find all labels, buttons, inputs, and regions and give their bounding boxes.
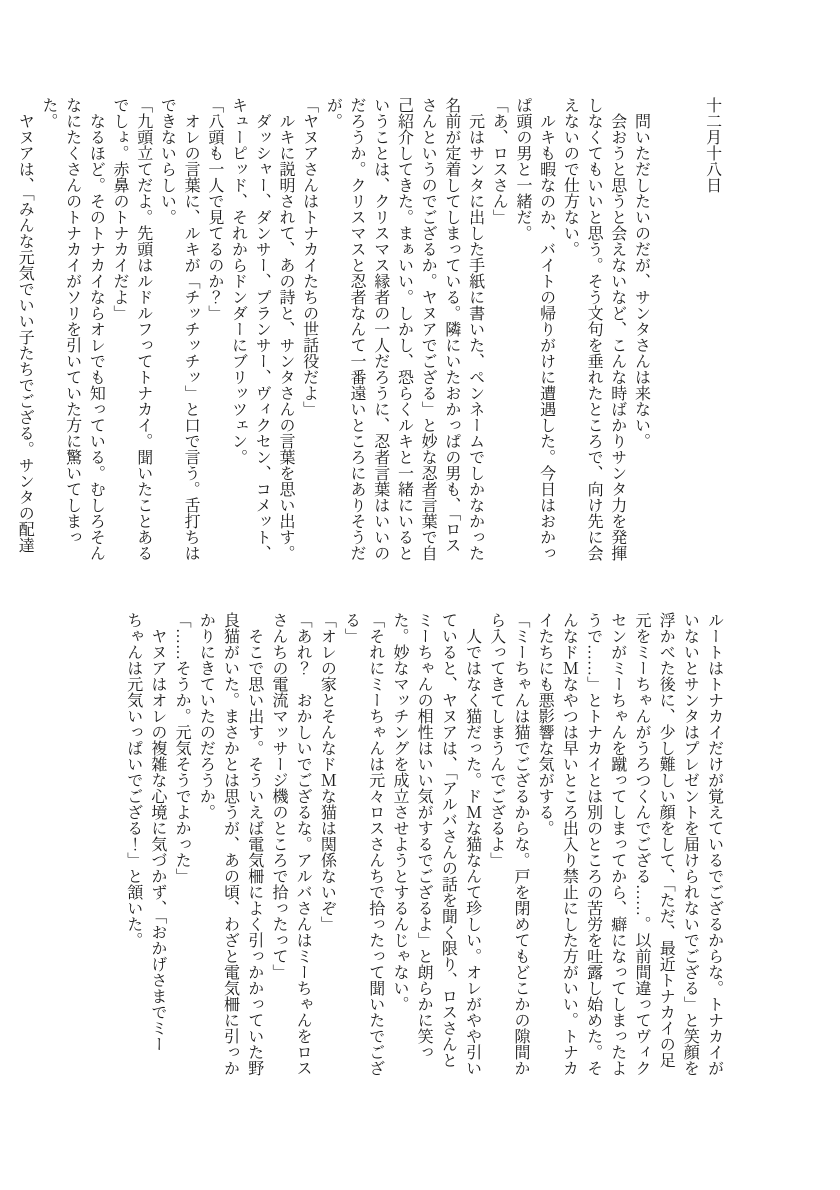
bottom-text-block (72, 612, 774, 1084)
text-column: た。妙なマッチングを成立させようとするんじゃない。 (390, 612, 408, 1012)
text-column: た。 (39, 97, 57, 129)
text-column: ら入ってきてしまうんでござるよ」 (487, 612, 505, 868)
text-column: 己紹介してきた。まぁいい。しかし、恐らくルキと一緒にいると (395, 97, 413, 561)
text-column: 「オレの家とそんなドＭな猫は関係ないぞ」 (318, 612, 336, 932)
text-column: 「ヤヌアさんはトナカイたちの世話役だよ」 (300, 97, 318, 417)
text-column: 「九頭立てだよ。先頭はルドルフってトナカイ。聞いたことある (134, 97, 152, 561)
text-column: えないので仕方ない。 (561, 97, 579, 257)
text-column: なるほど。そのトナカイならオレでも知っている。むしろそん (87, 97, 105, 561)
text-column: 名前が定着してしまっている。隣にいたおかっぱの男も、「ロス (442, 97, 460, 553)
text-column: ヤヌアはオレの複雑な心境に気づかず、「おかげさまでミー (148, 612, 166, 1052)
text-column: ルキも暇なのか、バイトの帰りがけに遭遇した。今日はおかっ (537, 97, 555, 561)
text-column: さんちの電流マッサージ機のところで拾ったって」 (269, 612, 287, 980)
text-column: 会おうと思うと会えないなど、こんな時ばかりサンタ力を発揮 (608, 97, 626, 561)
text-column: 「八頭も一人で見てるのか？」 (205, 97, 223, 321)
text-column: ちゃんは元気いっぱいでござる！」と頷いた。 (124, 612, 142, 948)
text-column: 問いただしたいのだが、サンタさんは来ない。 (632, 97, 650, 449)
text-column: キューピッド、それからドンダーにブリッツェン。 (229, 97, 247, 465)
text-column: ルートはトナカイだけが覚えているでござるからな。トナカイが (705, 612, 723, 1076)
text-column: ていると、ヤヌアは、「アルバさんの話を聞く限り、ロスさんと (439, 612, 457, 1068)
text-column: そこで思い出す。そういえば電気柵によく引っかかっていた野 (245, 612, 263, 1076)
text-column: ミーちゃんの相性はいい気がするでござるよ」と朗らかに笑っ (415, 612, 433, 1060)
date-heading: 十二月十八日 (703, 97, 721, 193)
top-text-block (0, 97, 771, 569)
text-column: が。 (324, 97, 342, 129)
text-column: なにたくさんのトナカイがソリを引いていた方に驚いてしまっ (63, 97, 81, 545)
text-column: 浮かべた後に、少し難しい顔をして、「ただ、最近トナカイの足 (657, 612, 675, 1068)
text-column: ダッシャー、ダンサー、プランサー、ヴィクセン、コメット、 (253, 97, 271, 561)
text-column: んなドＭなやつは早いところ出入り禁止にした方がいい。トナカ (560, 612, 578, 1076)
text-column: イたちにも悪影響な気がする。 (536, 612, 554, 836)
text-column: しなくてもいいと思う。そう文句を垂れたところで、向け先に会 (585, 97, 603, 561)
text-column: でしょ。赤鼻のトナカイだよ」 (111, 97, 129, 321)
text-column: ぱ頭の男と一緒だ。 (513, 97, 531, 241)
text-column: いないとサンタはプレゼントを届けられないでござる」と笑顔を (681, 612, 699, 1076)
text-column: ヤヌアは、「みんな元気でいい子たちでござる。サンタの配達 (16, 97, 34, 553)
text-column: センがミーちゃんを蹴ってしまってから、癖になってしまったよ (608, 612, 626, 1076)
text-column: うで……」とトナカイとは別のところの苦労を吐露し始めた。そ (584, 612, 602, 1076)
text-column: オレの言葉に、ルキが「チッチッチッ」と口で言う。舌打ちは (182, 97, 200, 561)
text-column: 元をミーちゃんがうろつくんでござる……。以前間違ってヴィク (632, 612, 650, 1076)
text-column: 元はサンタに出した手紙に書いた、ペンネームでしかなかった (466, 97, 484, 561)
text-column: 「ミーちゃんは猫でござるからな。戸を閉めてもどこかの隙間か (511, 612, 529, 1076)
text-column: できないらしい。 (158, 97, 176, 225)
text-column: ルキに説明されて、あの詩と、サンタさんの言葉を思い出す。 (276, 97, 294, 561)
text-column: かりにきていたのだろうか。 (197, 612, 215, 820)
text-column: 「……そうか。元気そうでよかった」 (173, 612, 191, 884)
text-column: 人ではなく猫だった。ドＭな猫なんて珍しい。オレがやや引い (463, 612, 481, 1076)
text-column: 「それにミーちゃんは元々ロスさんちで拾ったって聞いたでござ (366, 612, 384, 1076)
text-column: だろうか。クリスマスと忍者なんて一番遠いところにありそうだ (348, 97, 366, 561)
text-column: 「あ、ロスさん」 (490, 97, 508, 225)
text-column: 良猫がいた。まさかとは思うが、あの頃、わざと電気柵に引っか (221, 612, 239, 1076)
text-column: 「あれ？ おかしいでござるな。アルバさんはミーちゃんをロス (294, 612, 312, 1076)
text-column: さんというのでござるか。ヤヌアでござる」と妙な忍者言葉で自 (419, 97, 437, 561)
text-column: る」 (342, 612, 360, 644)
text-column: いうことは、クリスマス縁者の一人だろうに、忍者言葉はいいの (371, 97, 389, 561)
